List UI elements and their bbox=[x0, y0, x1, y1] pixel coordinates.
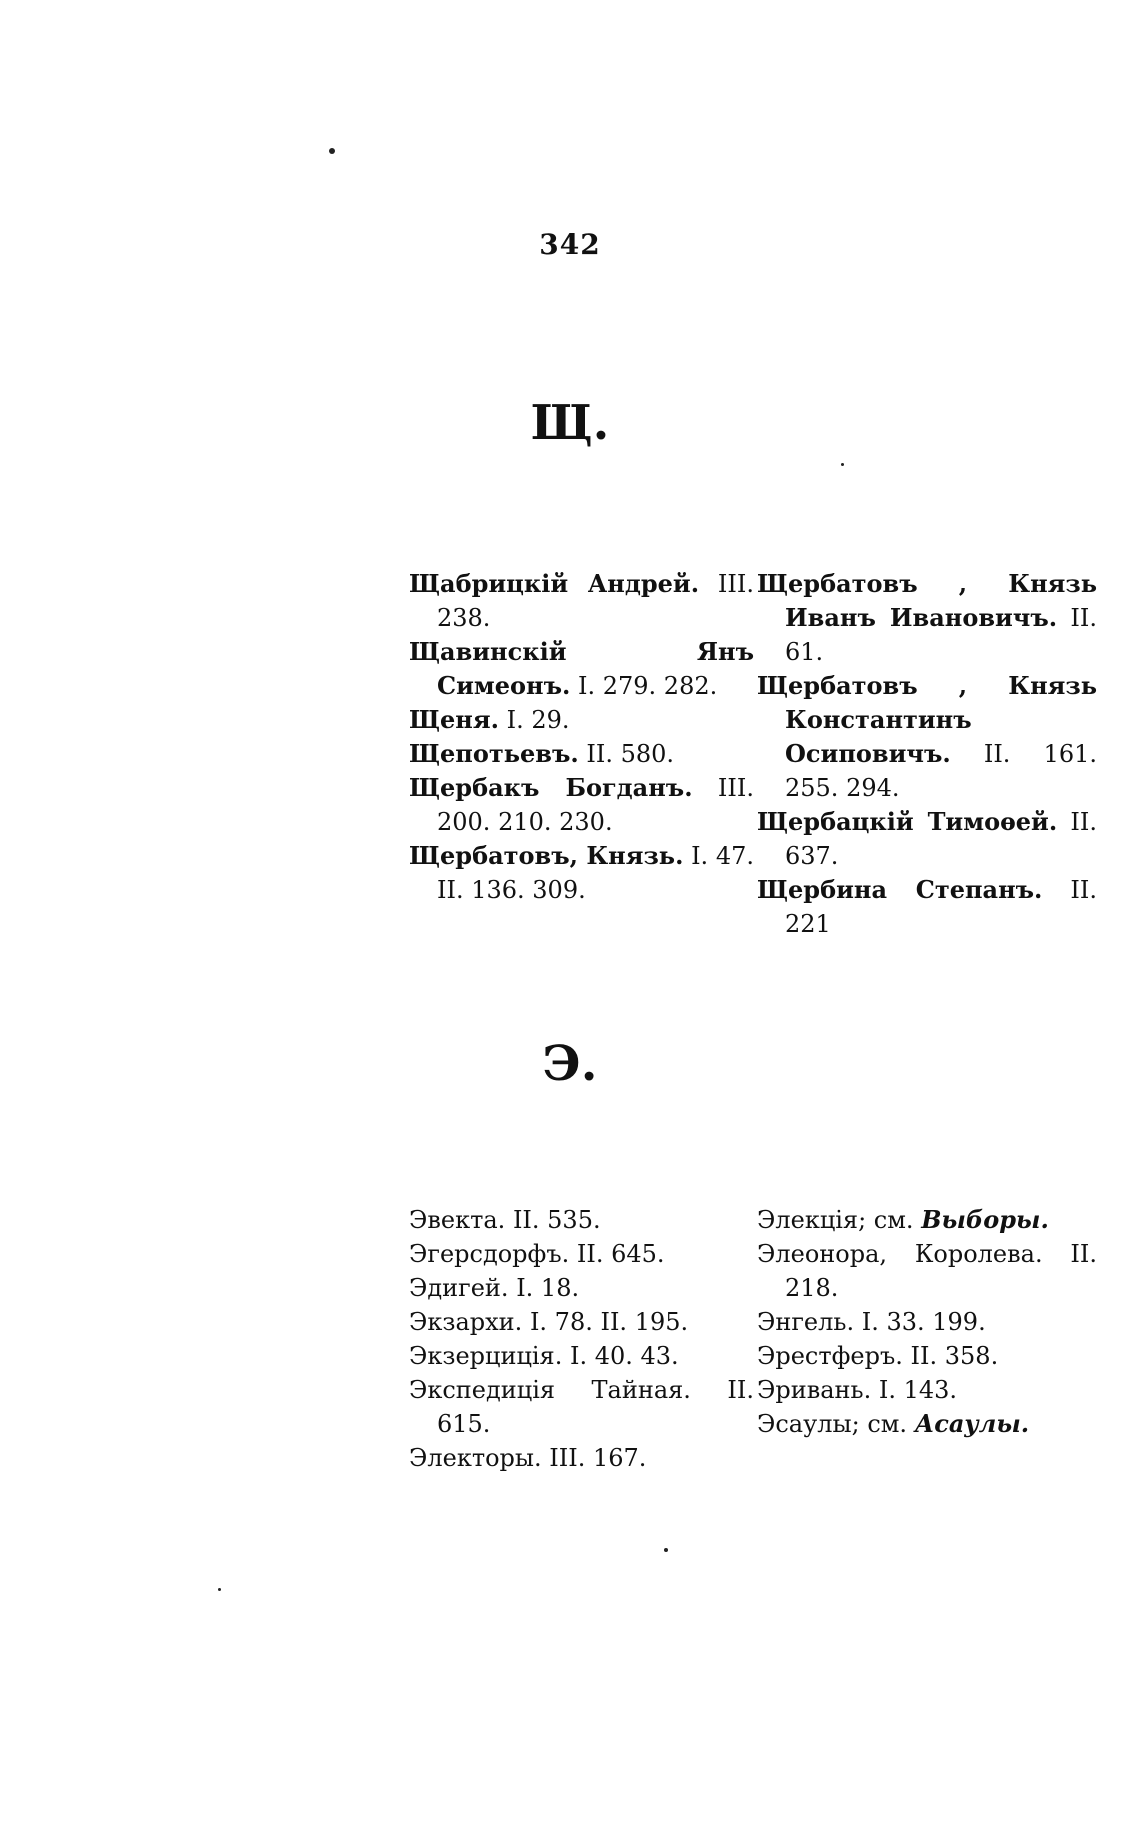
entry-headword: Энгель. bbox=[757, 1308, 855, 1336]
index-entry bbox=[409, 1203, 754, 1237]
entry-headword: Эвекта. bbox=[409, 1206, 506, 1234]
section-heading-e: Э. bbox=[542, 1036, 598, 1092]
index-entry bbox=[409, 771, 754, 839]
entry-references: III. 200. 210. 230. bbox=[437, 774, 754, 836]
entry-headword: Щербатовъ , Князь Иванъ Ивановичъ. bbox=[757, 569, 1097, 632]
index-entry bbox=[409, 567, 754, 635]
see-also-label: см. bbox=[867, 1410, 908, 1438]
entry-references: I. 279. 282. bbox=[578, 672, 718, 700]
page-number: 342 bbox=[539, 228, 601, 261]
entry-references: I. 47. II. 136. 309. bbox=[437, 842, 754, 904]
index-column-right bbox=[757, 567, 1097, 941]
index-entry bbox=[409, 737, 754, 771]
entry-references: I. 18. bbox=[516, 1274, 580, 1302]
index-entry bbox=[409, 839, 754, 907]
entry-headword: Эдигей. bbox=[409, 1274, 509, 1302]
index-entry bbox=[757, 1407, 1097, 1441]
entry-references: II. 615. bbox=[437, 1376, 754, 1438]
entry-headword: Щербакъ Богданъ. bbox=[409, 773, 693, 802]
print-speck bbox=[329, 148, 335, 154]
index-entry bbox=[409, 1339, 754, 1373]
index-entry bbox=[409, 703, 754, 737]
entry-references: I. 78. II. 195. bbox=[529, 1308, 689, 1336]
index-entry bbox=[409, 1373, 754, 1441]
index-entry bbox=[409, 1271, 754, 1305]
index-entry bbox=[409, 1305, 754, 1339]
index-entry bbox=[757, 1373, 1097, 1407]
index-column-left bbox=[409, 1203, 754, 1475]
index-entry bbox=[757, 1339, 1097, 1373]
entry-headword: Эгерсдорфъ. bbox=[409, 1240, 570, 1268]
entry-headword: Элеонора, Королева. bbox=[757, 1240, 1043, 1268]
entry-headword: Экзархи. bbox=[409, 1308, 523, 1336]
entry-headword: Щербацкій Тимоѳей. bbox=[757, 807, 1058, 836]
index-entry bbox=[757, 1237, 1097, 1305]
entry-headword: Щербатовъ, Князь. bbox=[409, 841, 684, 870]
entry-headword: Щеня. bbox=[409, 705, 499, 734]
entry-references: II. 535. bbox=[512, 1206, 601, 1234]
entry-references: I. 33. 199. bbox=[861, 1308, 986, 1336]
entry-references: I. 29. bbox=[506, 706, 570, 734]
entry-references: II. 221 bbox=[785, 876, 1097, 938]
print-speck bbox=[664, 1548, 668, 1552]
index-entry bbox=[409, 1441, 754, 1475]
index-column-right bbox=[757, 1203, 1097, 1441]
entry-references: II. 580. bbox=[586, 740, 675, 768]
index-entry bbox=[757, 669, 1097, 805]
index-entry bbox=[757, 1203, 1097, 1237]
entry-references: I. 40. 43. bbox=[569, 1342, 679, 1370]
index-entry bbox=[757, 805, 1097, 873]
entry-references: III. 167. bbox=[549, 1444, 647, 1472]
entry-headword: Щабрицкій Андрей. bbox=[409, 569, 700, 598]
entry-headword: Щербатовъ , Князь Константинъ Осиповичъ. bbox=[757, 671, 1097, 768]
entry-references: II. 161. 255. 294. bbox=[785, 740, 1097, 802]
entry-headword: Электоры. bbox=[409, 1444, 542, 1472]
entry-headword: Щепотьевъ. bbox=[409, 739, 579, 768]
index-column-left bbox=[409, 567, 754, 907]
entry-headword: Эрестферъ. bbox=[757, 1342, 903, 1370]
entry-references: II. 645. bbox=[576, 1240, 665, 1268]
index-entry bbox=[757, 567, 1097, 669]
entry-headword: Эсаулы; bbox=[757, 1410, 860, 1438]
print-speck bbox=[218, 1588, 221, 1591]
see-also-target: Асаулы. bbox=[914, 1409, 1030, 1438]
entry-headword: Экспедиція Тайная. bbox=[409, 1376, 691, 1404]
index-entry bbox=[757, 1305, 1097, 1339]
section-heading-shcha: Щ. bbox=[530, 395, 610, 451]
entry-headword: Элекція; bbox=[757, 1206, 867, 1234]
entry-references: II. 61. bbox=[785, 604, 1097, 666]
entry-headword: Экзерциція. bbox=[409, 1342, 563, 1370]
entry-headword: Эривань. bbox=[757, 1376, 872, 1404]
entry-references: II. 637. bbox=[785, 808, 1097, 870]
print-speck bbox=[841, 463, 844, 466]
see-also-label: см. bbox=[873, 1206, 914, 1234]
entry-headword: Щавинскій Янъ Симеонъ. bbox=[409, 637, 754, 700]
entry-references: II. 218. bbox=[785, 1240, 1097, 1302]
entry-headword: Щербина Степанъ. bbox=[757, 875, 1043, 904]
entry-references: III. 238. bbox=[437, 570, 754, 632]
index-entry bbox=[409, 635, 754, 703]
see-also-target: Выборы. bbox=[921, 1205, 1049, 1234]
entry-references: II. 358. bbox=[910, 1342, 999, 1370]
index-entry bbox=[757, 873, 1097, 941]
index-entry bbox=[409, 1237, 754, 1271]
entry-references: I. 143. bbox=[878, 1376, 958, 1404]
